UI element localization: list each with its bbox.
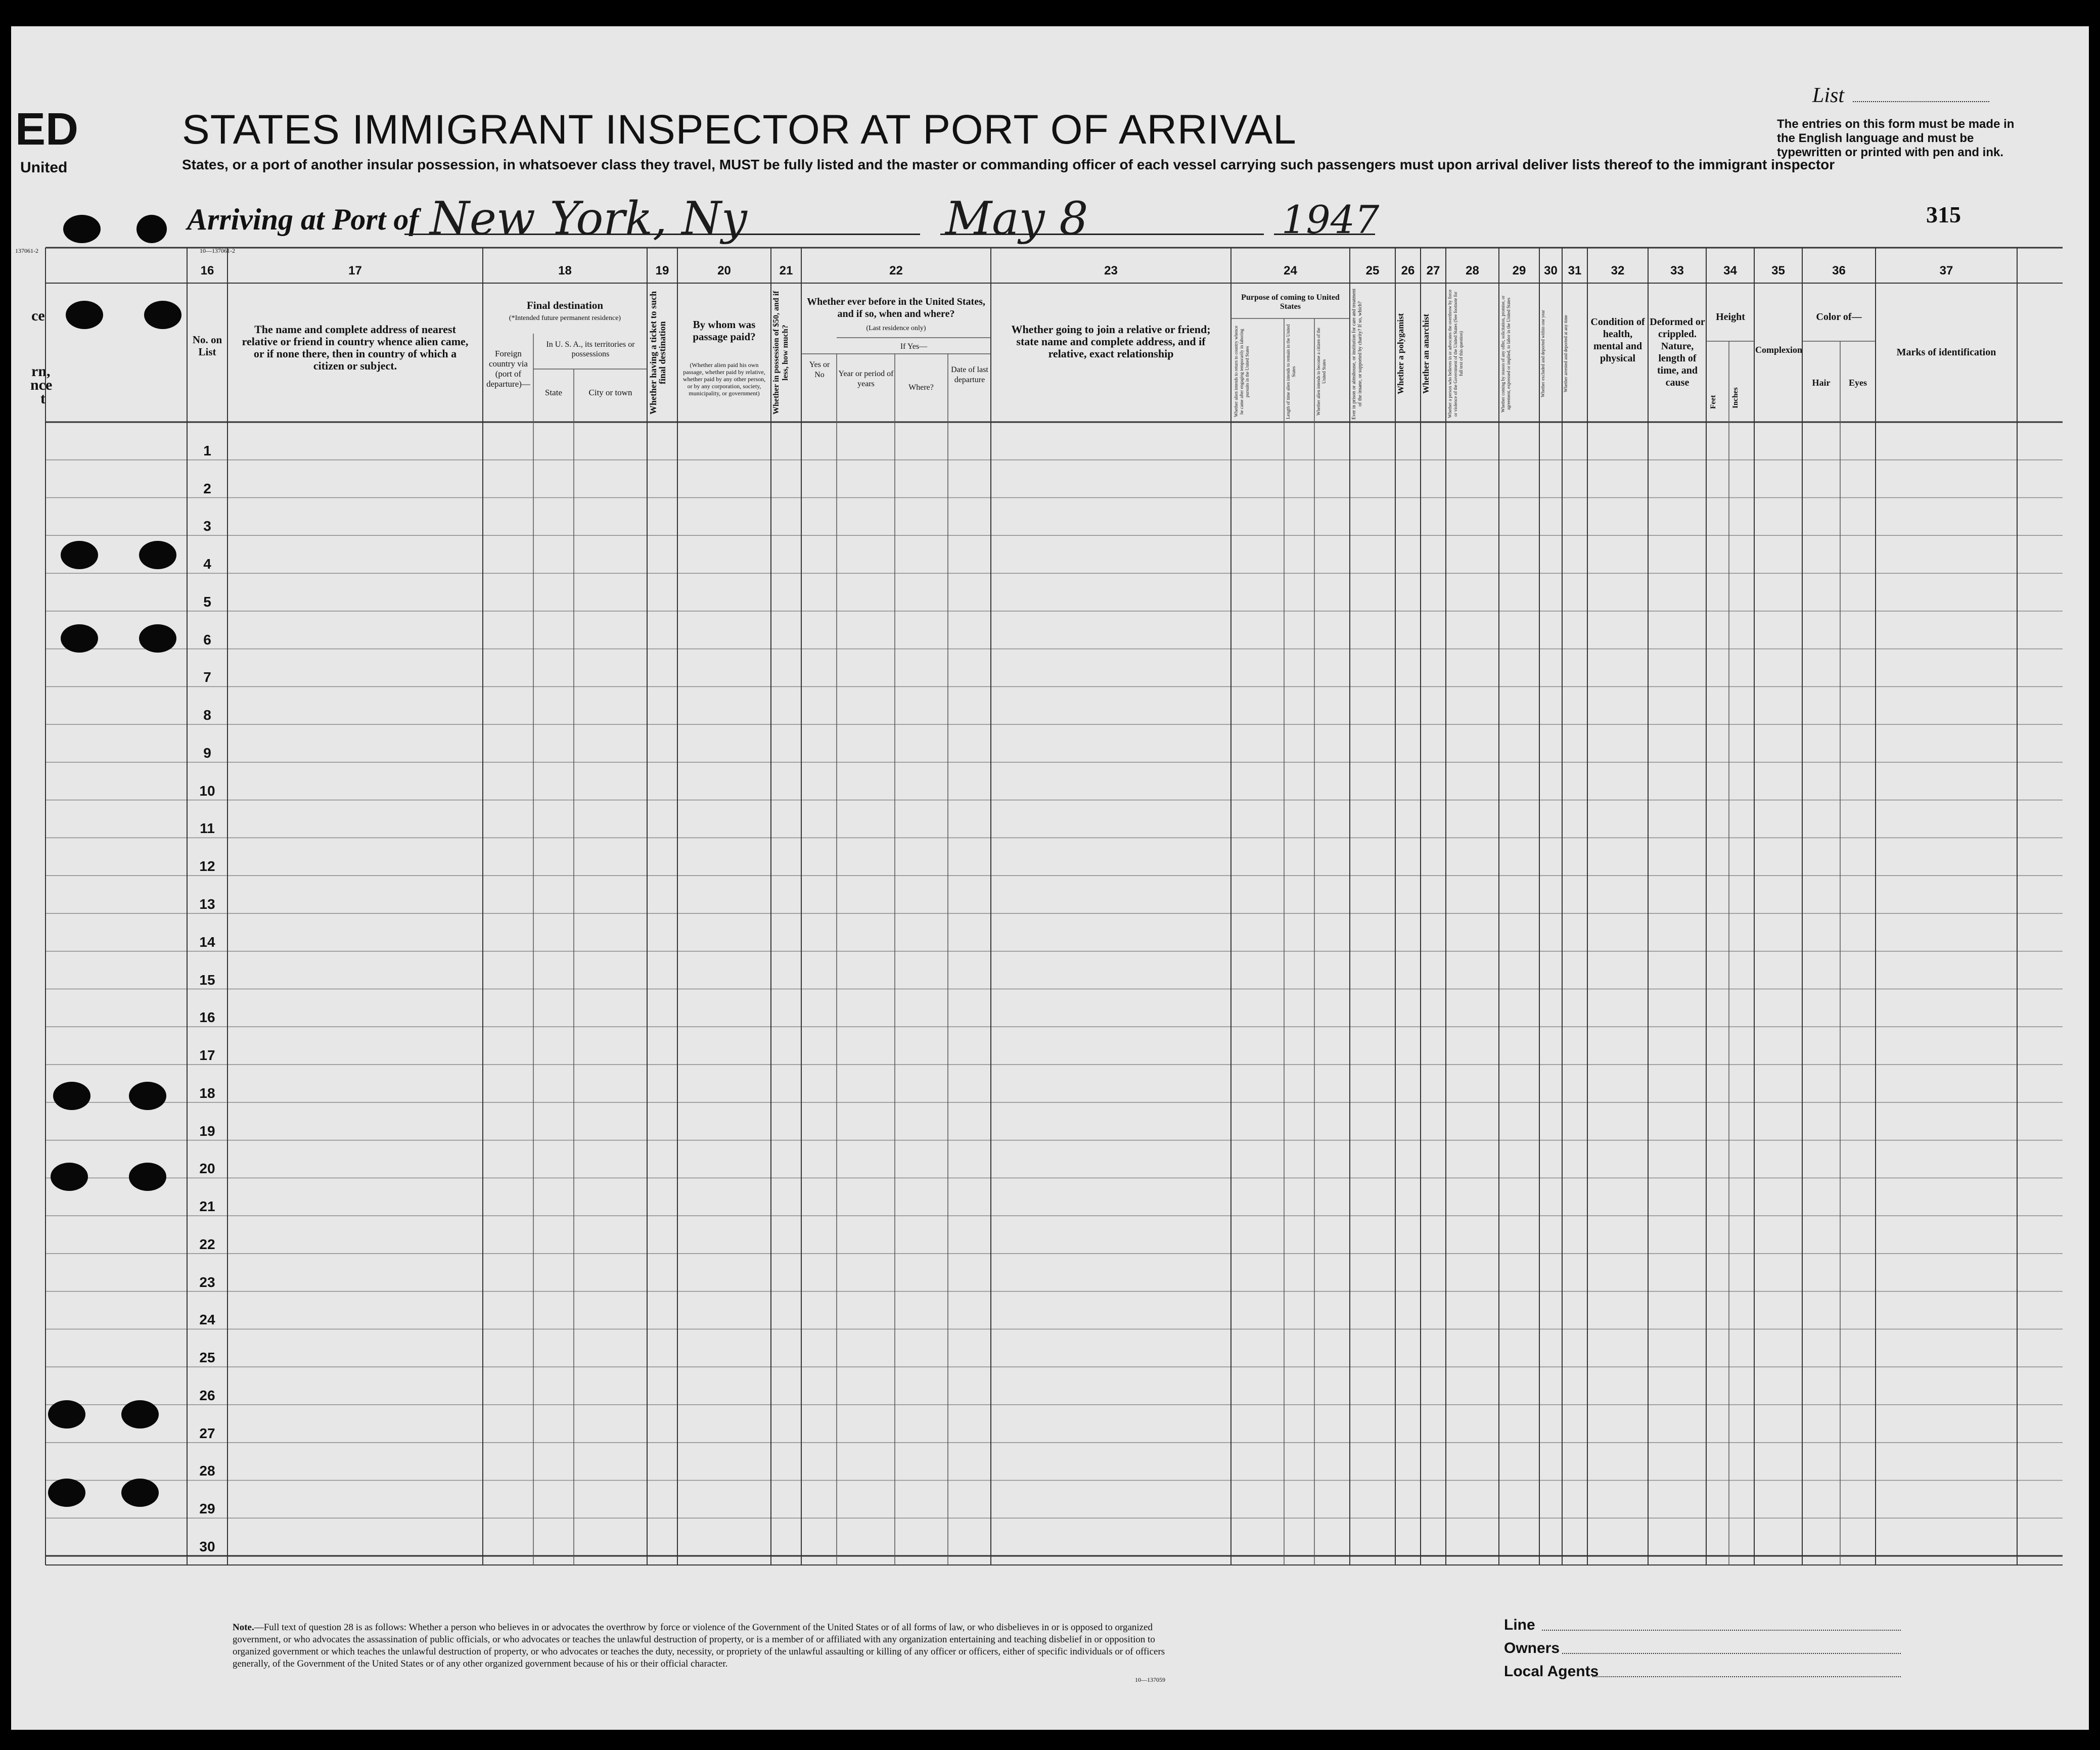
date-handwritten: May 8 — [945, 192, 1088, 245]
column-number: 19 — [655, 264, 669, 278]
row-number: 13 — [199, 896, 215, 912]
header-if-yes: If Yes— — [900, 342, 928, 351]
column-number: 20 — [717, 264, 731, 278]
column-number: 35 — [1771, 264, 1785, 278]
row-number: 18 — [199, 1085, 215, 1101]
column-number: 30 — [1544, 264, 1558, 278]
header-final-destination: Final destination — [526, 299, 604, 311]
row-number: 11 — [200, 820, 215, 837]
footnote — [233, 1622, 1193, 1670]
row-number: 25 — [199, 1350, 215, 1366]
row-number: 3 — [203, 518, 211, 534]
header-anarchist: Whether an anarchist — [1421, 313, 1431, 394]
left-strip-label: rn, — [31, 363, 51, 380]
row-number: 2 — [203, 480, 211, 496]
header-inches: Inches — [1731, 387, 1740, 409]
owners-label: Owners — [1504, 1640, 1560, 1656]
line-field — [1542, 1630, 1901, 1631]
column-number: 32 — [1611, 264, 1625, 278]
row-number: 7 — [203, 669, 211, 685]
row-number: 28 — [199, 1463, 215, 1479]
punch-hole — [144, 301, 181, 329]
row-number: 4 — [203, 556, 211, 572]
column-number: 33 — [1670, 264, 1684, 278]
column-number: 16 — [200, 264, 214, 278]
row-number: 30 — [199, 1539, 215, 1554]
column-number: 26 — [1401, 264, 1415, 278]
owners-field — [1562, 1653, 1901, 1654]
punch-hole — [51, 1163, 88, 1191]
column-number: 25 — [1365, 264, 1380, 278]
footnote-text: —Full text of question 28 is as follows: Whether a person who believes in or advocates the overthrow by force or violence of the Government of the United States or of all forms of law, or who disbelieves in or is opposed to organized government, or who advocates the assassination of public officials, or who advocates or teaches the unlawful destruction of property, or is a member of or affiliated with any organization entertaining and teaching disbelief in or opposition to organized government or which teaches the unlawful destruction of property, or who advocates or teaches the duty, necessity, or propriety of the unlawful assaulting or killing of any officer or officers, either of specific individuals or of officers generally, of the Government of the United States or of any other organized government because of his or their official character. — [233, 1622, 1165, 1669]
header-offer-labor: Whether coming by reason of any offer, solicitation, promise, or agreement, expressed or implied, to labor in the United States — [1500, 295, 1511, 412]
footer-form-code: 10—137059 — [1135, 1676, 1165, 1683]
punch-hole — [136, 215, 167, 243]
punch-hole — [53, 1082, 90, 1110]
row-number: 14 — [199, 934, 215, 950]
header-prison: Ever in prison or almshouse, or institution for care and treatment of the insane, or supported by charity? If so, which? — [1351, 288, 1363, 420]
header-deformed: Deformed or crippled. Nature, length of time, and cause — [1650, 316, 1705, 388]
punch-hole — [48, 1400, 85, 1429]
header-height: Height — [1716, 311, 1745, 323]
column-number: 23 — [1104, 264, 1118, 278]
header-hair: Hair — [1812, 378, 1831, 388]
header-ticket: Whether having a ticket to such final destination — [648, 291, 667, 415]
row-number: 22 — [199, 1236, 215, 1252]
header-polygamist: Whether a polygamist — [1396, 313, 1405, 395]
column-number: 21 — [779, 264, 793, 278]
column-number: 36 — [1832, 264, 1846, 278]
header-fifty-dollars: Whether in possession of $50, and if less, how much? — [772, 291, 790, 415]
header-ever-before: Whether ever before in the United States, and if so, when and where? — [807, 296, 985, 319]
left-fragment-title: ED — [15, 104, 79, 155]
punch-hole — [121, 1479, 159, 1507]
header-eyes: Eyes — [1849, 378, 1867, 388]
punch-hole — [129, 1163, 166, 1191]
header-date-departure: Date of last departure — [951, 365, 988, 384]
list-label: List — [1812, 84, 1845, 107]
row-number: 21 — [199, 1199, 215, 1215]
header-deported: Whether arrested and deported at any time — [1563, 315, 1568, 393]
header-city: City or town — [588, 388, 632, 397]
punch-hole — [48, 1479, 85, 1507]
row-number: 24 — [199, 1312, 215, 1328]
column-number: 37 — [1939, 264, 1953, 278]
line-label: Line — [1504, 1617, 1535, 1633]
page-subtitle: States, or a port of another insular possession, in whatsoever class they travel, MUST be fully listed and the master or commanding officer of each vessel carrying such passengers must upon arrival deliver lists thereof to the immigrant inspector — [182, 157, 1835, 172]
header-ever-before-sub: (Last residence only) — [866, 325, 926, 332]
header-purpose-c: Whether alien intends to become a citizen of the United States — [1316, 328, 1327, 416]
agents-label: Local Agents — [1504, 1663, 1599, 1680]
row-number: 26 — [199, 1387, 215, 1403]
punch-hole — [121, 1400, 159, 1429]
header-in-usa: In U. S. A., its territories or possessions — [546, 340, 635, 358]
punch-hole — [61, 541, 98, 569]
header-year-period: Year or period of years — [838, 370, 894, 388]
column-number: 27 — [1426, 264, 1440, 278]
row-number: 20 — [199, 1161, 215, 1177]
header-where: Where? — [908, 383, 934, 392]
agents-field — [1592, 1676, 1901, 1677]
punch-hole — [66, 301, 103, 329]
header-going-to-join: Whether going to join a relative or friend; state name and complete address, and if relative, exact relationship — [1011, 323, 1211, 360]
column-number: 24 — [1284, 264, 1297, 278]
header-purpose-b: Length of time alien intends to remain in the United States — [1286, 324, 1296, 419]
header-overthrow: Whether a person who believes in or advocates the overthrow by force or violence of the Government of the United States (See footnote for full text of this question) — [1447, 289, 1464, 419]
header-final-destination-sub: (*Intended future permanent residence) — [509, 314, 621, 322]
row-number: 6 — [203, 631, 211, 648]
header-no-on-list: No. on List — [192, 334, 222, 358]
row-number: 1 — [203, 442, 211, 458]
manifest-sheet — [11, 26, 2089, 1730]
row-number: 29 — [199, 1501, 215, 1517]
row-number: 5 — [203, 593, 211, 610]
year-handwritten: 1947 — [1282, 197, 1380, 242]
header-color: Color of— — [1816, 311, 1862, 323]
header-passage-paid: By whom was passage paid? — [693, 318, 756, 343]
row-number: 17 — [199, 1047, 215, 1064]
punch-hole — [129, 1082, 166, 1110]
punch-hole — [63, 215, 101, 243]
header-purpose: Purpose of coming to United States — [1241, 293, 1340, 311]
arriving-label: Arriving at Port of — [187, 203, 419, 236]
header-health: Condition of health, mental and physical — [1590, 316, 1645, 364]
left-strip-label: t — [40, 390, 45, 407]
header-marks: Marks of identification — [1896, 347, 1996, 358]
table-grid — [11, 26, 2089, 1730]
row-number: 8 — [203, 707, 211, 723]
form-instructions: The entries on this form must be made in the English language and must be typewritten or printed with pen and ink. — [1777, 117, 2015, 159]
column-number: 18 — [558, 264, 572, 278]
row-number: 15 — [199, 972, 215, 988]
row-number: 12 — [199, 858, 215, 874]
header-foreign-country: Foreign country via (port of departure)— — [486, 349, 530, 389]
header-purpose-a: Whether alien intends to return to country whence he came after engaging temporarily in laboring pursuits in the United States — [1234, 326, 1250, 418]
column-number: 22 — [889, 264, 903, 278]
header-nearest-relative: The name and complete address of nearest relative or friend in country whence alien came, or if none there, then in country of which a citizen or subject. — [242, 323, 469, 372]
header-excluded: Whether excluded and deported within one year — [1540, 310, 1545, 398]
header-state: State — [545, 388, 562, 397]
page-number: 315 — [1926, 202, 1961, 227]
left-strip-label: ce — [31, 307, 45, 324]
page-title: STATES IMMIGRANT INSPECTOR AT PORT OF ARRIVAL — [182, 107, 1297, 153]
left-strip-label: nce — [30, 377, 53, 393]
row-number: 19 — [199, 1123, 215, 1139]
punch-hole — [139, 624, 176, 653]
row-number: 23 — [199, 1274, 215, 1290]
punch-hole — [139, 541, 176, 569]
left-fragment-text: United — [20, 159, 68, 176]
column-number: 28 — [1466, 264, 1479, 278]
column-number: 29 — [1512, 264, 1526, 278]
row-number: 16 — [199, 1009, 215, 1026]
form-code: 10—137061-2 — [200, 247, 235, 254]
header-feet: Feet — [1709, 395, 1717, 409]
port-handwritten: New York, Ny — [430, 192, 747, 245]
column-number: 31 — [1568, 264, 1582, 278]
header-yes-no: Yes or No — [809, 360, 830, 379]
form-code-left: 137061-2 — [15, 247, 38, 254]
footnote-label: Note. — [233, 1622, 254, 1633]
row-number: 27 — [199, 1425, 215, 1441]
row-number: 9 — [203, 745, 211, 761]
column-number: 17 — [348, 264, 362, 278]
header-complexion: Complexion — [1755, 345, 1803, 355]
punch-hole — [61, 624, 98, 653]
row-number: 10 — [199, 782, 215, 799]
header-passage-paid-sub: (Whether alien paid his own passage, whether paid by relative, whether paid by any other person, or by any corporation, society, municipality, or government) — [682, 361, 766, 397]
column-number: 34 — [1723, 264, 1737, 278]
